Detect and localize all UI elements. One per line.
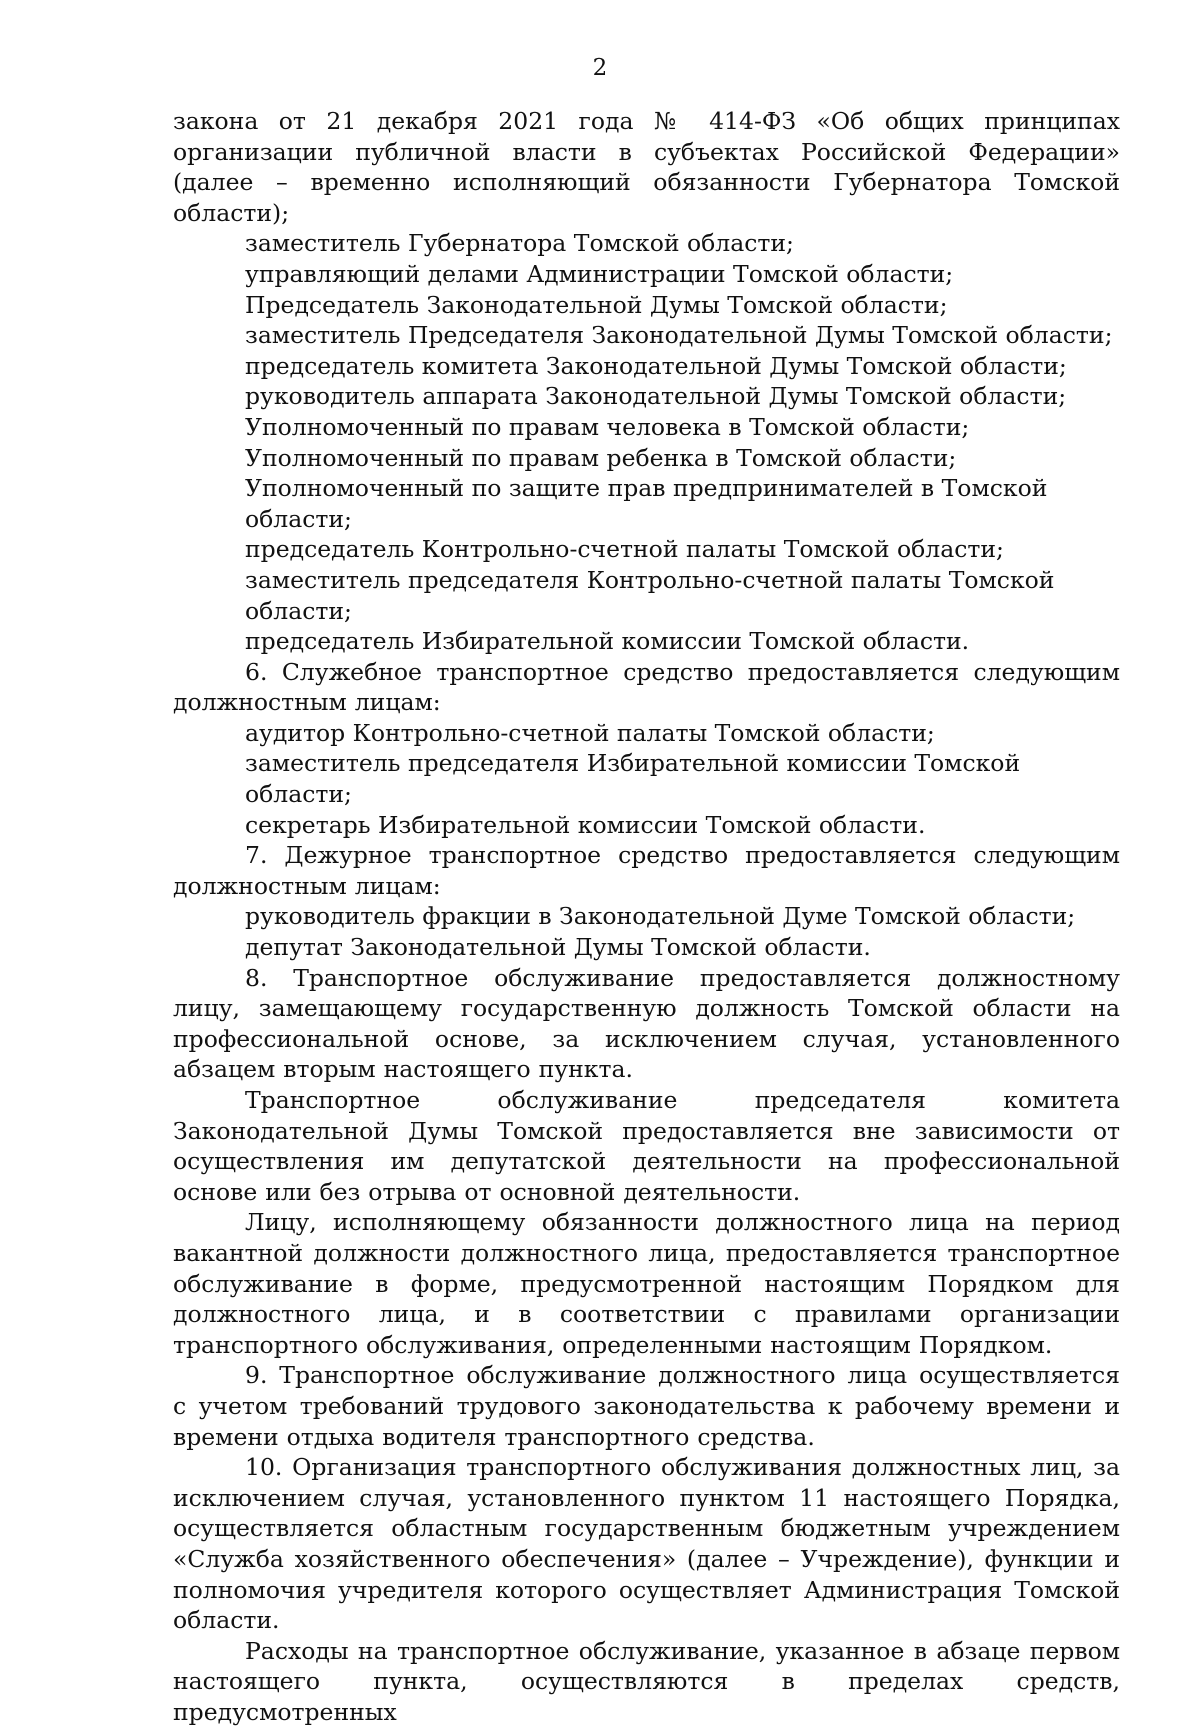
list-item: Уполномоченный по правам ребенка в Томской области; [245, 443, 957, 472]
document-body [173, 106, 1120, 1727]
item-10-paragraph-1: 10. Организация транспортного обслуживания должностных лиц, за исключением случая, установленного пунктом 11 настоящего Порядка, осуществляется областным государственным бюджетным учреждением «Служба хозяйственного обеспечения» (далее – Учреждение), функции и полномочия учредителя которого осуществляет Администрация Томской области. [173, 1453, 1120, 1635]
list-item: заместитель председателя Контрольно-счетной палаты Томской области; [245, 565, 1055, 625]
item-9-paragraph: 9. Транспортное обслуживание должностного лица осуществляется с учетом требований трудового законодательства к рабочему времени и времени отдыха водителя транспортного средства. [173, 1361, 1120, 1451]
list-item: управляющий делами Администрации Томской области; [245, 259, 954, 288]
item-6-paragraph: 6. Служебное транспортное средство предоставляется следующим должностным лицам: [173, 657, 1120, 717]
list-item: председатель Избирательной комиссии Томской области. [245, 627, 970, 656]
list-item: Уполномоченный по защите прав предпринимателей в Томской области; [245, 474, 1048, 533]
list-item: руководитель фракции в Законодательной Думе Томской области; [245, 902, 1076, 931]
list-item: Председатель Законодательной Думы Томской области; [245, 290, 948, 319]
list-item: председатель Контрольно-счетной палаты Томской области; [245, 535, 1004, 564]
list-item: председатель комитета Законодательной Думы Томской области; [245, 351, 1067, 380]
item-8-paragraph-3: Лицу, исполняющему обязанности должностного лица на период вакантной должности должностного лица, предоставляется транспортное обслуживание в форме, предусмотренной настоящим Порядком для должностного лица, и в соответствии с правилами организации транспортного обслуживания, определенными настоящим Порядком. [173, 1208, 1120, 1359]
item-10-paragraph-2: Расходы на транспортное обслуживание, указанное в абзаце первом настоящего пункта, осуществляются в пределах средств, предусмотренных [173, 1636, 1120, 1726]
item-8-paragraph-2: Транспортное обслуживание председателя комитета Законодательной Думы Томской предоставляется вне зависимости от осуществления им депутатской деятельности на профессиональной основе или без отрыва от основной деятельности. [173, 1086, 1120, 1206]
list-item: заместитель Губернатора Томской области; [245, 229, 794, 258]
list-item: Уполномоченный по правам человека в Томской области; [245, 412, 970, 441]
list-item7-officials [173, 901, 1120, 962]
list-item6-officials [173, 718, 1120, 840]
list-item: депутат Законодательной Думы Томской области. [245, 933, 871, 962]
intro-paragraph: закона от 21 декабря 2021 года № 414-ФЗ «Об общих принципах организации публичной власти в субъектах Российской Федерации» (далее – временно исполняющий обязанности Губернатора Томской области); [173, 107, 1120, 227]
list-item: секретарь Избирательной комиссии Томской области. [245, 810, 926, 839]
list-item: заместитель председателя Избирательной комиссии Томской области; [245, 749, 1021, 809]
list-item: аудитор Контрольно-счетной палаты Томской области; [245, 718, 935, 747]
item-8-paragraph-1: 8. Транспортное обслуживание предоставляется должностному лицу, замещающему государственную должность Томской области на профессиональной основе, за исключением случая, установленного абзацем вторым настоящего пункта. [173, 963, 1120, 1084]
item-7-paragraph: 7. Дежурное транспортное средство предоставляется следующим должностным лицам: [173, 841, 1120, 900]
list-item: заместитель Председателя Законодательной Думы Томской области; [245, 321, 1113, 350]
page-number: 2 [592, 55, 608, 81]
list-item5-officials [173, 228, 1120, 656]
list-item: руководитель аппарата Законодательной Думы Томской области; [245, 382, 1067, 411]
